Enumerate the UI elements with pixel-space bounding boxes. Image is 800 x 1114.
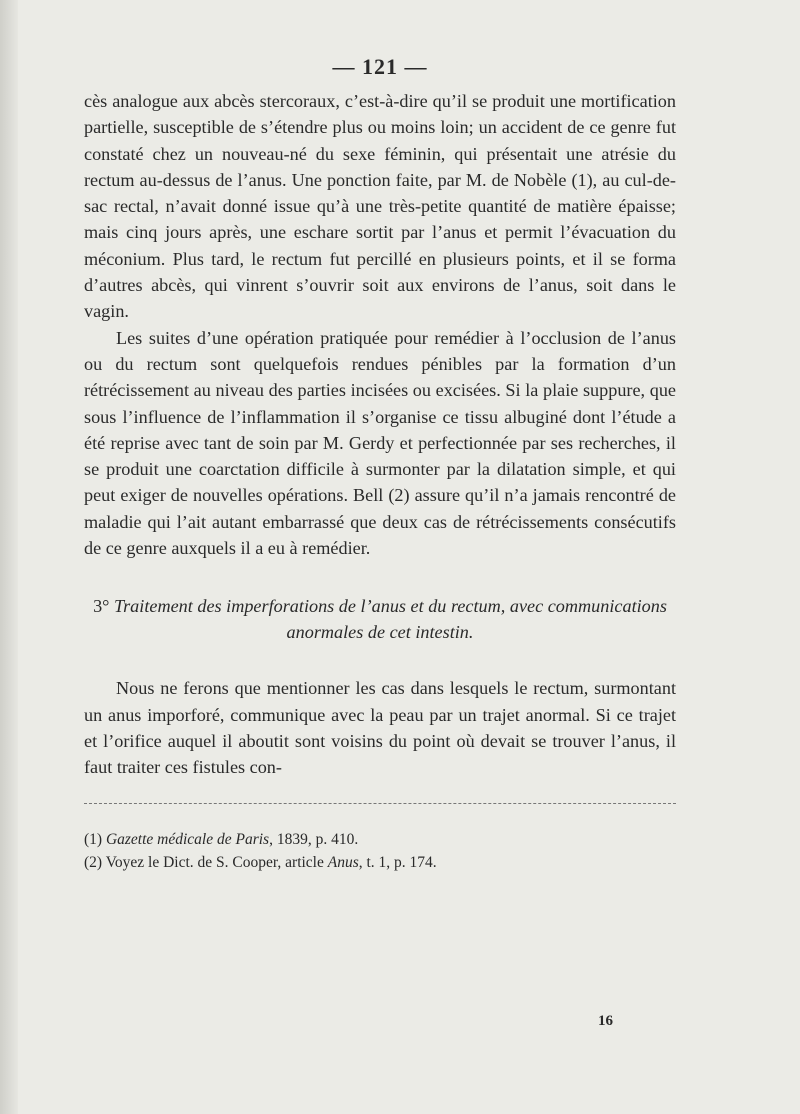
footnotes [84, 828, 676, 874]
footnote-2-text: Voyez le Dict. de S. Cooper, article [105, 853, 328, 871]
footnote-1-source: Gazette médicale de Paris [105, 830, 270, 848]
footnote-separator [84, 803, 676, 804]
footnote-2-marker: (2) [84, 853, 103, 871]
paragraph-3: Nous ne ferons que mentionner les cas dans lesquels le rectum, surmontant un anus imporforé, communique avec la peau par un trajet anormal. Si ce trajet et l’orifice auquel il aboutit sont voisins du point où devait se trouver l’anus, il faut traiter ces fistules con- [84, 678, 676, 778]
footnote-2-after: , t. 1, p. 174. [358, 853, 437, 871]
page-content [84, 52, 676, 874]
section-title: Traitement des imperforations de l’anus et du rectum, avec communications anormales de cet intestin. [113, 596, 667, 643]
section-number: 3° [93, 596, 110, 617]
section-heading [84, 593, 676, 645]
body-text [84, 88, 676, 781]
paragraph-1: cès analogue aux abcès stercoraux, c’est-à-dire qu’il se produit une mortification partielle, susceptible de s’étendre plus ou moins loin; un accident de ce genre fut constaté chez un nouveau-né du sexe féminin, qui présentait une atrésie du rectum au-dessus de l’anus. Une ponction faite, par M. de Nobèle (1), au cul-de-sac rectal, n’avait donné issue qu’à une très-petite quantité de matière épaisse; mais cinq jours après, une eschare sortit par l’anus et permit l’évacuation du méconium. Plus tard, le rectum fut percillé en plusieurs points, et il se forma d’autres abcès, qui vinrent s’ouvrir soit aux environs de l’anus, soit dans le vagin. [84, 91, 676, 322]
signature-mark: 16 [598, 1013, 613, 1029]
footnote-1-rest: , 1839, p. 410. [269, 830, 359, 848]
footnote-1 [84, 828, 676, 851]
footnote-1-marker: (1) [84, 830, 103, 848]
footnote-2 [84, 851, 676, 874]
footnote-2-article: Anus [327, 853, 359, 871]
page-edge [0, 0, 18, 1114]
page-number-header: — 121 — [332, 54, 428, 79]
paragraph-2: Les suites d’une opération pratiquée pour remédier à l’occlusion de l’anus ou du rectum sont quelquefois rendues pénibles par la formation d’un rétrécissement au niveau des parties incisées ou excisées. Si la plaie suppure, que sous l’influence de l’inflammation il s’organise ce tissu albuginé dont l’étude a été reprise avec tant de soin par M. Gerdy et perfectionnée par ses recherches, il se produit une coarctation difficile à surmonter par la dilatation simple, et qui peut exiger de nouvelles opérations. Bell (2) assure qu’il n’a jamais rencontré de maladie qui l’ait autant embarrassé que deux cas de rétrécissements consécutifs de ce genre auxquels il a eu à remédier. [84, 327, 676, 559]
